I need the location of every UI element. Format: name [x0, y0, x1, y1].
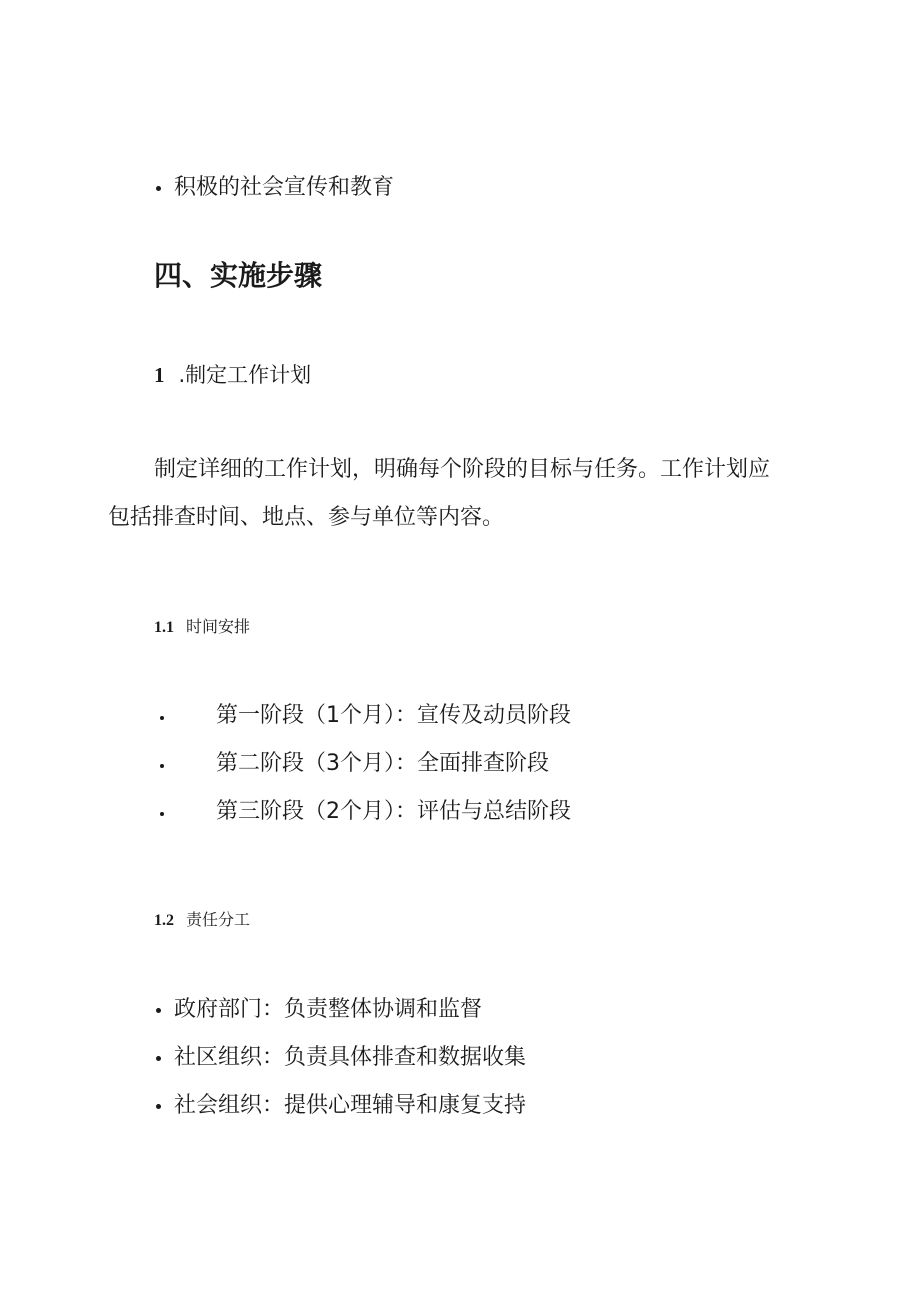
- phase-desc: 宣传及动员阶段: [417, 703, 572, 728]
- list-item: [216, 703, 571, 729]
- list-item: [216, 751, 549, 777]
- step1-paragraph-line1: 制定详细的工作计划，明确每个阶段的目标与任务。工作计划应: [154, 457, 771, 482]
- list-item: [216, 799, 571, 825]
- bullet-dot: [160, 716, 164, 720]
- sub-1-1-title: 时间安排: [186, 617, 251, 636]
- bullet-dot: [156, 1056, 161, 1061]
- intro-bullet-text: 积极的社会宣传和教育: [174, 175, 395, 200]
- bullet-dot: [156, 1008, 161, 1013]
- bullet-dot: [160, 812, 164, 816]
- bullet-dot: [160, 764, 164, 768]
- sub-1-2-heading: [154, 910, 250, 931]
- phase-desc: 评估与总结阶段: [417, 799, 572, 824]
- sub-1-1-heading: [154, 617, 250, 638]
- section-title: 四、实施步骤: [154, 259, 323, 292]
- phase-desc: 全面排查阶段: [417, 751, 550, 776]
- phase-separator: ：: [395, 703, 418, 728]
- list-item: 社会组织：提供心理辅导和康复支持: [174, 1093, 527, 1118]
- bullet-dot: [156, 1104, 161, 1109]
- step1-heading: [154, 362, 311, 388]
- phase-label: 第三阶段（2个月）: [216, 799, 395, 824]
- step1-paragraph-line2: 包括排查时间、地点、参与单位等内容。: [108, 505, 505, 530]
- list-item: 社区组织：负责具体排查和数据收集: [174, 1045, 527, 1070]
- phase-separator: ：: [395, 751, 418, 776]
- step1-number: 1: [154, 363, 165, 387]
- sub-1-2-number: 1.2: [154, 912, 174, 929]
- list-item: 政府部门：负责整体协调和监督: [174, 997, 483, 1022]
- phase-label: 第一阶段（1个月）: [216, 703, 395, 728]
- phase-separator: ：: [395, 799, 418, 824]
- sub-1-2-title: 责任分工: [186, 910, 251, 929]
- bullet-dot: [156, 186, 161, 191]
- phase-label: 第二阶段（3个月）: [216, 751, 395, 776]
- sub-1-1-number: 1.1: [154, 619, 174, 636]
- step1-title: .制定工作计划: [178, 363, 312, 387]
